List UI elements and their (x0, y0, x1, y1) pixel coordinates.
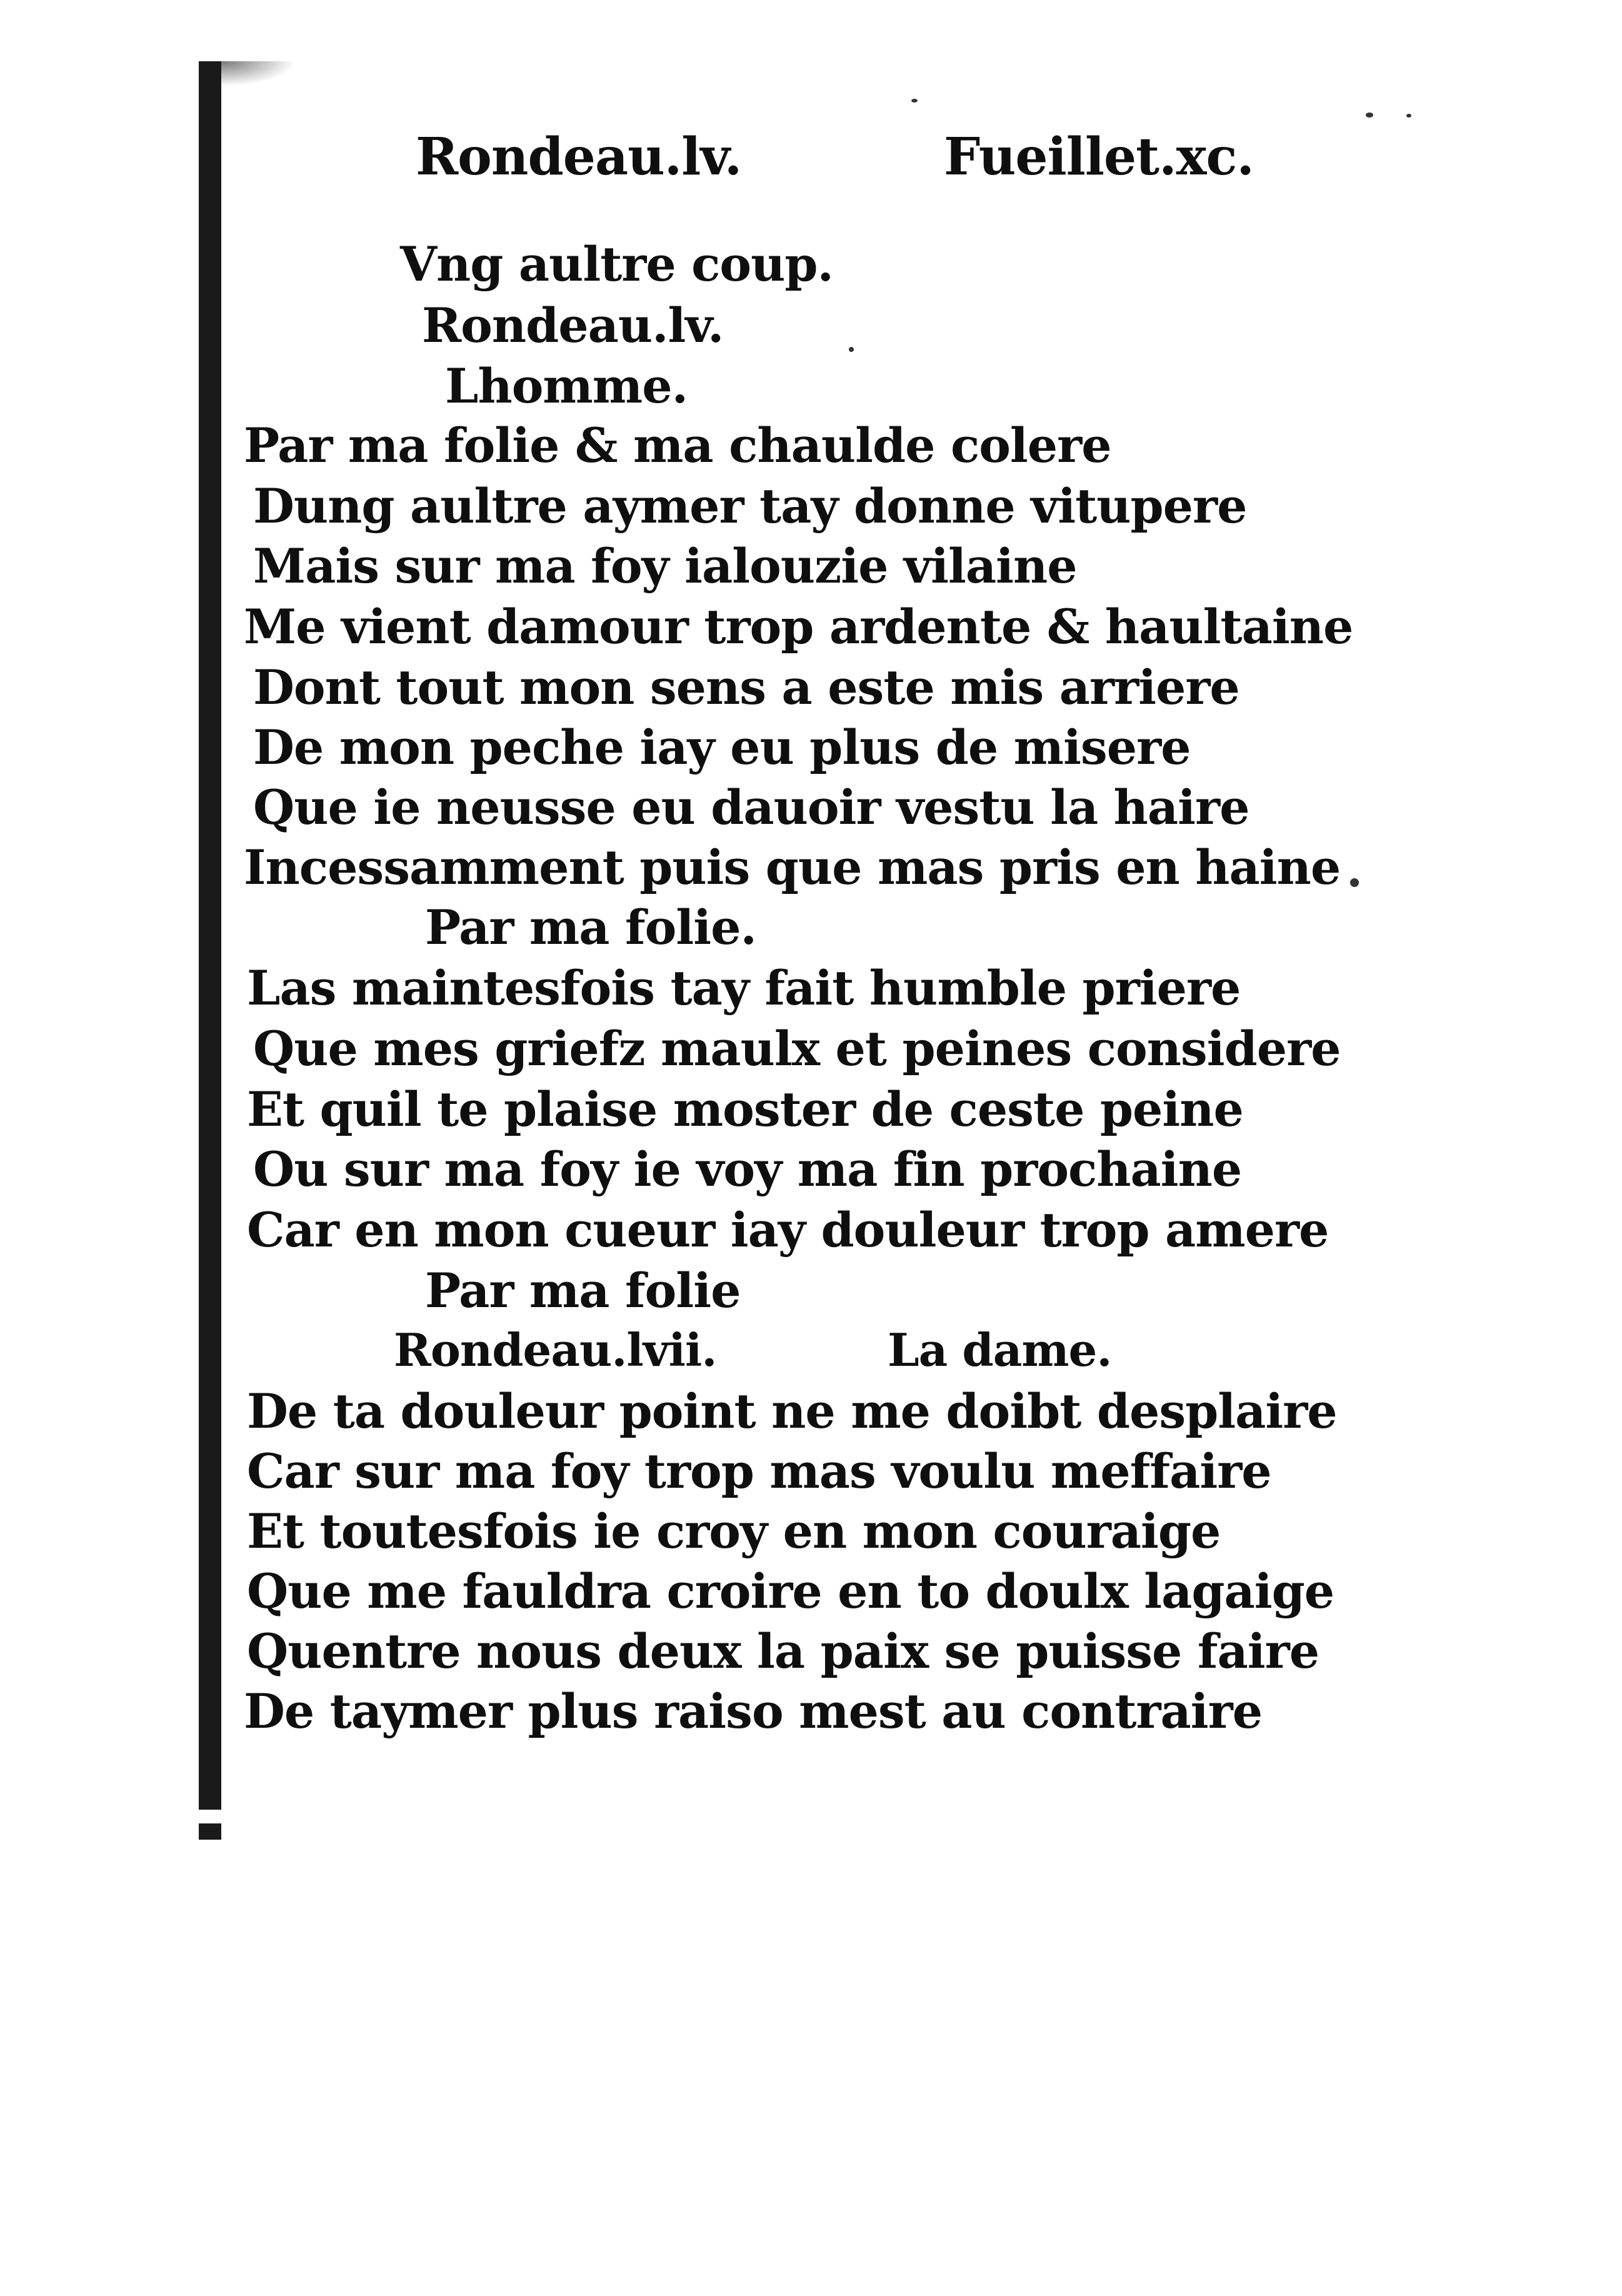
text-line: Me vient damour trop ardente & haultaine (244, 599, 1353, 654)
text-line: Mais sur ma foy ialouzie vilaine (253, 538, 1077, 594)
text-line: Par ma folie & ma chaulde colere (244, 418, 1111, 473)
text-line: Car en mon cueur iay douleur trop amere (247, 1202, 1329, 1258)
text-line: Vng aultre coup. (400, 236, 833, 292)
text-line: Dung aultre aymer tay donne vitupere (253, 478, 1247, 534)
speaker-label: La dame. (888, 1323, 1112, 1376)
text-line: Et toutesfois ie croy en mon couraige (247, 1503, 1221, 1559)
text-line: Rondeau.lv. (422, 298, 724, 353)
binding-notch (199, 1810, 221, 1823)
section-heading: Rondeau.lvii. (394, 1323, 717, 1376)
text-line: Car sur ma foy trop mas voulu meffaire (247, 1443, 1271, 1499)
text-line: Que me fauldra croire en to doulx lagaige (247, 1563, 1334, 1619)
text-line: Par ma folie (425, 1263, 741, 1318)
scan-shadow (221, 61, 296, 86)
text-line: De mon peche iay eu plus de misere (253, 719, 1191, 775)
binding-strip (199, 61, 221, 1824)
text-line: Que ie neusse eu dauoir vestu la haire (253, 780, 1249, 835)
running-header-left: Rondeau.lv. (416, 127, 742, 187)
text-line: De taymer plus raiso mest au contraire (244, 1683, 1263, 1739)
ink-speck (1350, 878, 1359, 887)
binding-end (199, 1823, 221, 1840)
text-line: Dont tout mon sens a este mis arriere (253, 659, 1239, 715)
text-line: Las maintesfois tay fait humble priere (247, 960, 1241, 1016)
ink-speck (1406, 114, 1411, 118)
text-line: Incessamment puis que mas pris en haine (244, 840, 1341, 895)
text-line: Et quil te plaise moster de ceste peine (247, 1081, 1243, 1137)
text-line: Quentre nous deux la paix se puisse faire (247, 1623, 1319, 1679)
text-line: Par ma folie. (425, 900, 756, 955)
folio-number: Fueillet.xc. (944, 127, 1254, 187)
ink-speck (911, 99, 918, 103)
text-line: De ta douleur point ne me doibt desplaire (247, 1383, 1337, 1439)
text-line: Ou sur ma foy ie voy ma fin prochaine (253, 1141, 1242, 1197)
ink-speck (849, 347, 854, 352)
text-line: Lhomme. (445, 358, 688, 414)
text-line: Que mes griefz maulx et peines considere (253, 1021, 1341, 1076)
ink-speck (1366, 113, 1373, 118)
